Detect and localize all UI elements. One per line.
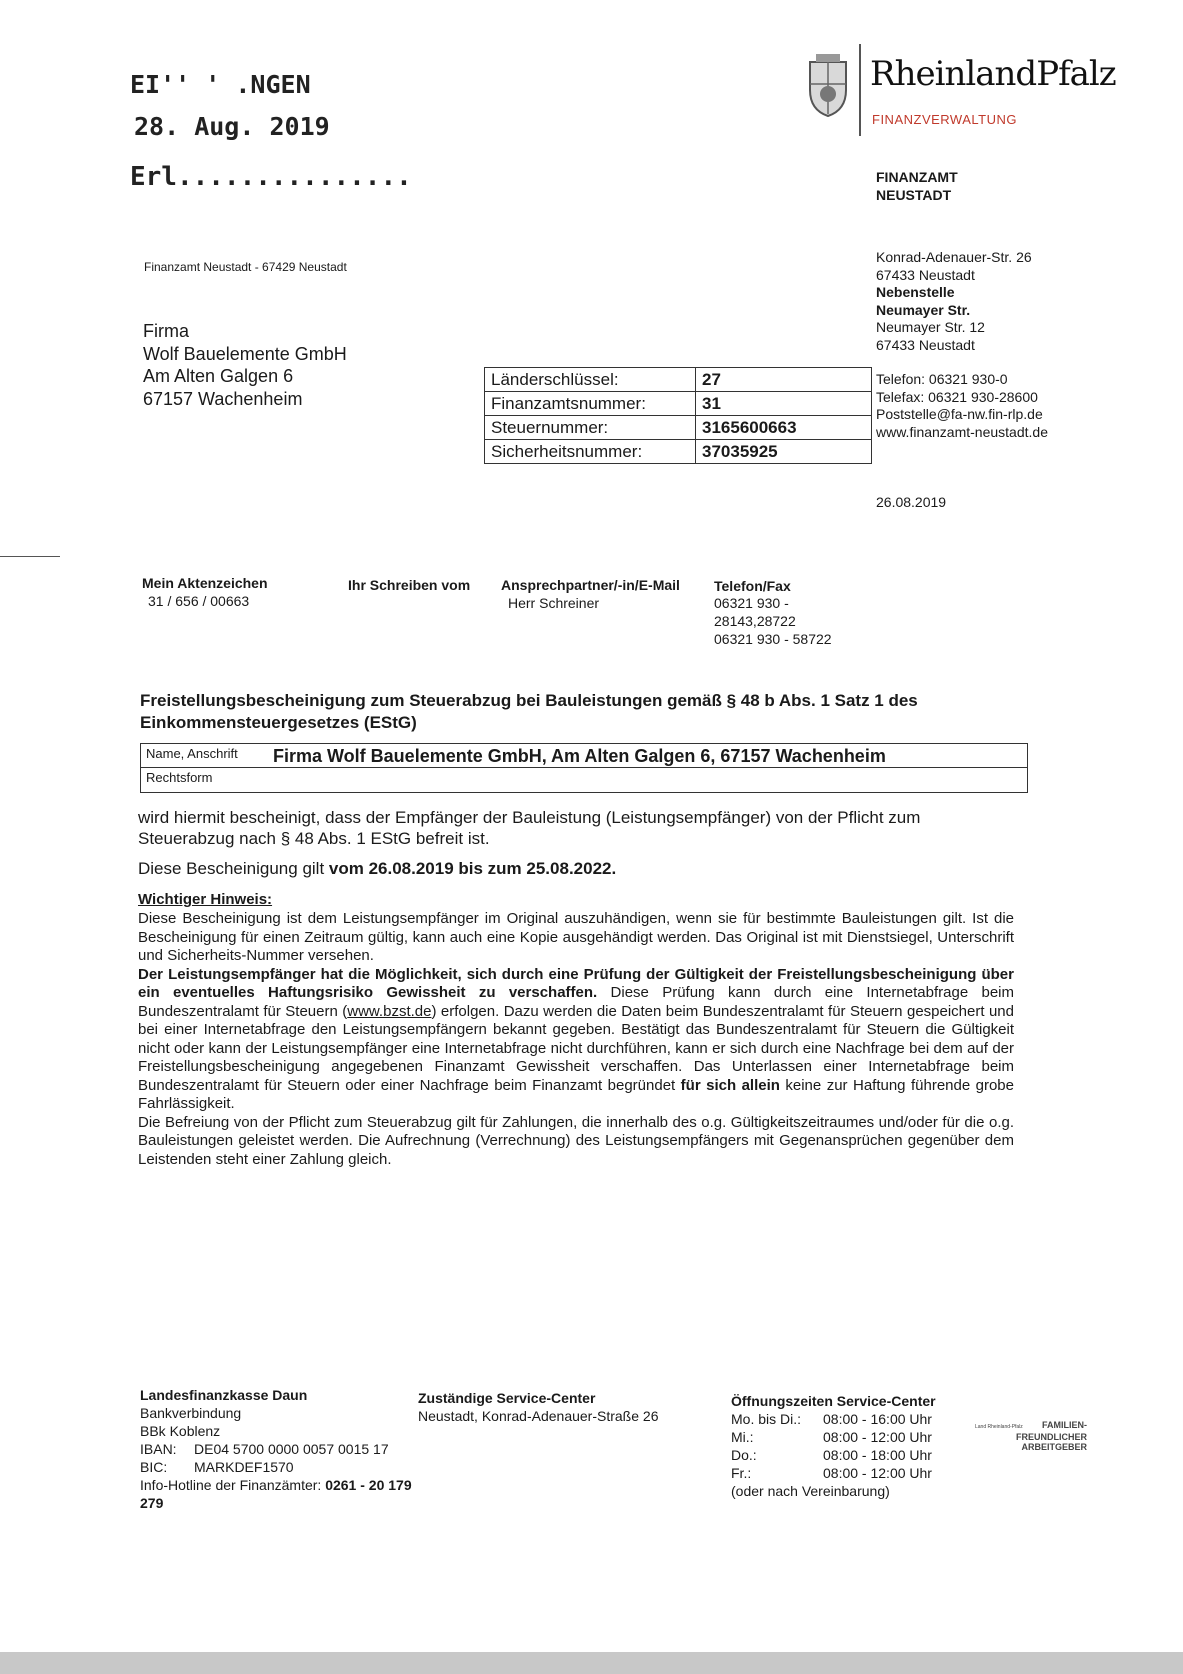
footer-hours [731, 1392, 936, 1500]
bic-value: MARKDEF1570 [194, 1459, 294, 1475]
kasse-title: Landesfinanzkasse Daun [140, 1387, 308, 1403]
scan-edge [0, 1652, 1183, 1674]
hours-day: Do.: [731, 1447, 757, 1463]
tel-label: Telefon/Fax [714, 578, 791, 594]
office-address [876, 249, 1032, 354]
tel-line1: 06321 930 - [714, 595, 789, 611]
name-value: Firma Wolf Bauelemente GmbH, Am Alten Galgen 6, 67157 Wachenheim [273, 746, 886, 766]
name-label: Name, Anschrift [146, 746, 238, 761]
validity-period: vom 26.08.2019 bis zum 25.08.2022. [328, 859, 617, 878]
hours-day: Mi.: [731, 1429, 754, 1445]
sender-line: Finanzamt Neustadt - 67429 Neustadt [144, 260, 347, 274]
contact-value: Herr Schreiner [508, 595, 600, 611]
validity-prefix: Diese Bescheinigung gilt [138, 859, 329, 878]
office-web[interactable]: www.finanzamt-neustadt.de [876, 423, 1048, 440]
hint-paragraph-3: Die Befreiung von der Pflicht zum Steuerabzug gilt für Zahlungen, die innerhalb des o.g. Gültigkeitszeitraumes und/oder für die o.g. Bauleistungen geleistet werden. Die Aufrechnung (Verrechnung) des Leistungsempfängers mit Gegenansprüchen gegenüber dem Leistenden steht einer Zahlung gleich. [138, 1113, 1014, 1168]
id-label: Länderschlüssel: [485, 368, 696, 392]
family-line1: FAMILIEN- [1042, 1420, 1087, 1430]
office-branch1: Nebenstelle [876, 284, 955, 300]
hours-note: (oder nach Vereinbarung) [731, 1483, 890, 1499]
ref-contact [501, 577, 680, 612]
body-line2: Steuerabzug nach § 48 Abs. 1 EStG befreit ist. [138, 829, 490, 848]
id-label: Steuernummer: [485, 416, 696, 440]
stamp-date: 28. Aug. 2019 [134, 112, 330, 141]
hint2-b: ) erfolgen. Dazu werden die Daten beim Bundeszentralamt für Steuern gespeichert und bei einer Internetabfrage den Leistungsempfängern bekannt gegeben. Bestätigt das Bundeszentralamt für Steuern die Gültigkeit nicht oder kann der Leistungsempfänger eine Internetabfrage nicht durchführen, kann er sich durch eine Nachfrage bei dem auf der Freistellungsbescheinigung angegebenen Finanzamt Gewissheit verschaffen. Das Unterlassen einer Internetabfrage beim Bundeszentralamt für Steuern oder einer Nachfrage beim Finanzamt begründet [138, 1002, 1014, 1094]
family-small: Land Rheinland-Pfalz [975, 1424, 1023, 1430]
rechtsform-label: Rechtsform [146, 770, 213, 785]
hint-text [138, 910, 1014, 1169]
office-fax: Telefax: 06321 930-28600 [876, 388, 1038, 405]
recipient-line2: Wolf Bauelemente GmbH [143, 343, 347, 364]
hint-paragraph-1: Diese Bescheinigung ist dem Leistungsempfänger im Original auszuhändigen, wenn sie für bestimmte Bauleistungen gilt. Ist die Bescheinigung für einen Zeitraum gültig, kann auch eine Kopie ausgehändigt werden. Das Original ist mit Dienstsiegel, Unterschrift und Sicherheits-Nummer versehen. [138, 910, 1014, 964]
id-value: 27 [696, 368, 872, 392]
hint2-a: Diese Prüfung kann durch eine Internetabfrage beim Bundeszentralamt für Steuern ( [138, 984, 1014, 1020]
office-branch2: Neumayer Str. [876, 301, 971, 318]
id-table [484, 367, 872, 464]
id-row [485, 416, 872, 440]
recipient-address [143, 320, 347, 410]
hours-time: 08:00 - 18:00 Uhr [823, 1447, 932, 1463]
letter-date: 26.08.2019 [876, 494, 947, 510]
aktenzeichen-value: 31 / 656 / 00663 [148, 593, 250, 609]
logo-divider [859, 44, 861, 136]
ref-aktenzeichen [142, 575, 268, 610]
family-line3: ARBEITGEBER [1021, 1442, 1087, 1452]
hours-row [731, 1428, 936, 1446]
body-intro [138, 807, 1018, 849]
hours-time: 08:00 - 12:00 Uhr [823, 1429, 932, 1445]
received-stamp: EI'' ' .NGEN [130, 70, 311, 99]
office-contact [876, 371, 1048, 441]
hours-row [731, 1464, 936, 1482]
id-value: 3165600663 [696, 416, 872, 440]
name-box-divider [141, 767, 1027, 768]
hint2-c: keine zur Haftung führende grobe Fahrlässigkeit. [138, 1076, 1014, 1112]
recipient-line4: 67157 Wachenheim [143, 388, 303, 409]
family-line2: FREUNDLICHER [1016, 1432, 1087, 1442]
footer-bank [140, 1386, 420, 1512]
hotline-row [140, 1476, 420, 1512]
title-line1: Freistellungsbescheinigung zum Steuerabzug bei Bauleistungen gemäß § 48 b Abs. 1 Satz 1 des [140, 691, 918, 710]
id-label: Finanzamtsnummer: [485, 392, 696, 416]
hours-time: 08:00 - 16:00 Uhr [823, 1411, 932, 1427]
office-name [876, 168, 958, 204]
bzst-link[interactable]: www.bzst.de [347, 1002, 432, 1020]
office-phone: Telefon: 06321 930-0 [876, 371, 1008, 387]
id-row [485, 392, 872, 416]
iban-value: DE04 5700 0000 0057 0015 17 [194, 1441, 389, 1457]
family-employer-badge [975, 1420, 1087, 1452]
hours-row [731, 1410, 936, 1428]
ref-telefon [714, 578, 832, 648]
id-row [485, 368, 872, 392]
hours-day: Mo. bis Di.: [731, 1411, 802, 1427]
document-title [140, 690, 1040, 734]
stamp-erl: Erl............... [130, 162, 412, 192]
iban-label: IBAN: [140, 1441, 177, 1457]
tel-line3: 06321 930 - 58722 [714, 631, 832, 647]
hotline-label: Info-Hotline der Finanzämter: [140, 1477, 326, 1493]
logo-sub: FINANZVERWALTUNG [872, 112, 1017, 127]
hours-title: Öffnungszeiten Service-Center [731, 1393, 936, 1409]
office-addr2: 67433 Neustadt [876, 266, 975, 283]
fold-mark [0, 556, 60, 557]
office-name-line1: FINANZAMT [876, 169, 958, 185]
hours-day: Fr.: [731, 1465, 752, 1481]
office-addr4: 67433 Neustadt [876, 336, 975, 353]
tel-line2: 28143,28722 [714, 613, 796, 629]
service-addr: Neustadt, Konrad-Adenauer-Straße 26 [418, 1408, 659, 1424]
hours-row [731, 1446, 936, 1464]
logo-name: RheinlandPfalz [870, 54, 1116, 94]
title-line2: Einkommensteuergesetzes (EStG) [140, 713, 417, 732]
bic-label: BIC: [140, 1459, 168, 1475]
contact-label: Ansprechpartner/-in/E-Mail [501, 577, 680, 593]
recipient-line3: Am Alten Galgen 6 [143, 366, 294, 386]
coat-of-arms-icon [800, 54, 856, 123]
id-label: Sicherheitsnummer: [485, 440, 696, 464]
id-value: 37035925 [696, 440, 872, 464]
bank-name: BBk Koblenz [140, 1423, 221, 1439]
hotline-value: 0261 - 20 179 279 [140, 1477, 412, 1511]
name-box [140, 743, 1028, 793]
hint-paragraph-2 [138, 966, 1014, 1114]
office-email[interactable]: Poststelle@fa-nw.fin-rlp.de [876, 406, 1043, 422]
iban-row [140, 1440, 420, 1458]
hint2-bold: Der Leistungsempfänger hat die Möglichkeit, sich durch eine Prüfung der Gültigkeit der Freistellungsbescheinigung über ein eventuelles Haftungsrisiko Gewissheit zu verschaffen. [138, 965, 1014, 1001]
schreiben-label: Ihr Schreiben vom [348, 577, 471, 593]
aktenzeichen-label: Mein Aktenzeichen [142, 575, 268, 591]
footer-service [418, 1389, 658, 1425]
hint2-bold2: für sich allein [680, 1076, 780, 1094]
service-title: Zuständige Service-Center [418, 1390, 596, 1406]
hint-title: Wichtiger Hinweis: [138, 891, 273, 908]
body-line1: wird hiermit bescheinigt, dass der Empfänger der Bauleistung (Leistungsempfänger) von der Pflicht zum [138, 808, 921, 827]
office-addr1: Konrad-Adenauer-Str. 26 [876, 249, 1032, 265]
recipient-line1: Firma [143, 321, 189, 341]
hours-time: 08:00 - 12:00 Uhr [823, 1465, 932, 1481]
validity [138, 858, 1018, 879]
office-name-line2: NEUSTADT [876, 187, 952, 203]
bic-row [140, 1458, 420, 1476]
id-value: 31 [696, 392, 872, 416]
bank-label: Bankverbindung [140, 1405, 242, 1421]
id-row [485, 440, 872, 464]
office-addr3: Neumayer Str. 12 [876, 319, 985, 335]
